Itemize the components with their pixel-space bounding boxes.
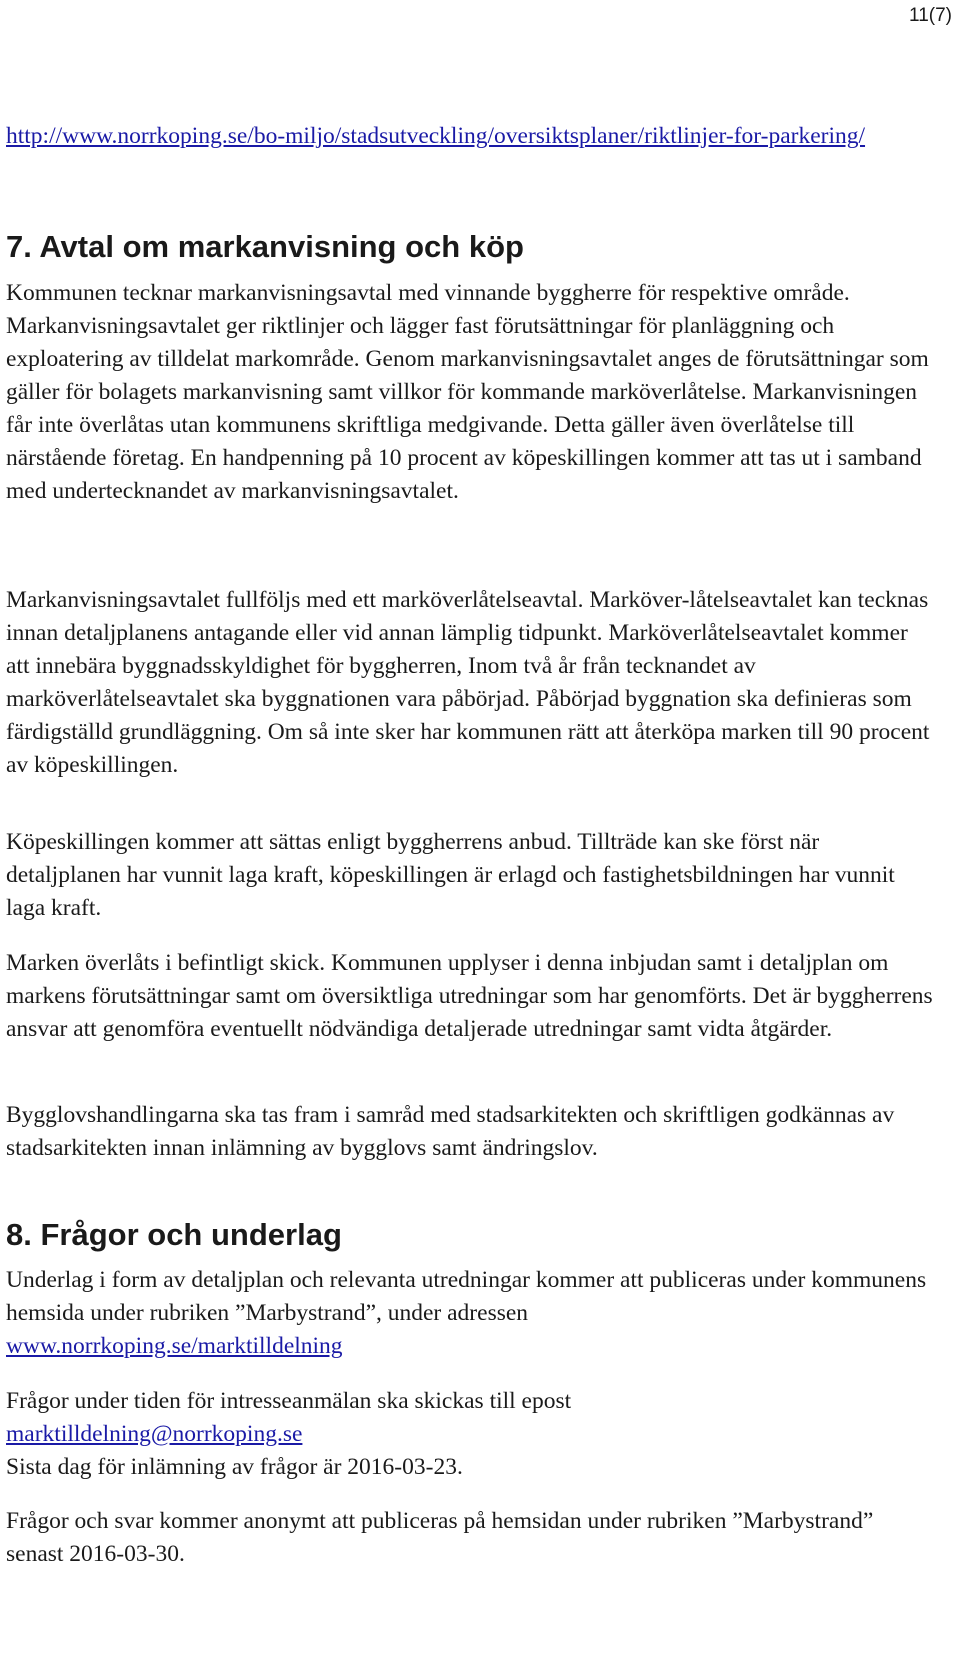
section-7-paragraph: Marken överlåts i befintligt skick. Kommunen upplyser i denna inbjudan samt i detaljplan om markens förutsättningar samt om översiktliga utredningar som har genomförts. Det är byggherrens ansvar att genomföra eventuellt nödvändiga detaljerade utredningar samt vidta åtgärder. [6, 950, 933, 1042]
answers-paragraph: Frågor och svar kommer anonymt att publiceras på hemsidan under rubriken ”Marbystrand” senast 2016-03-30. [6, 1508, 874, 1567]
questions-text: Frågor under tiden för intresseanmälan ska skickas till epost [6, 1388, 572, 1414]
section-7-paragraph: Markanvisningsavtalet fullföljs med ett marköverlåtelseavtal. Marköver-låtelseavtalet kan tecknas innan detaljplanens antagande eller vid annan lämplig tidpunkt. Marköverlåtelseavtalet kommer att innebära byggnadsskyldighet för byggherren, Inom två år från tecknandet av marköverlåtelseavtalet ska byggnationen vara påbörjad. Påbörjad byggnation ska definieras som färdigställd grundläggning. Om så inte sker har kommunen rätt att återköpa marken till 90 procent av köpeskillingen. [6, 587, 930, 778]
marktilldelning-link[interactable]: www.norrkoping.se/marktilldelning [6, 1333, 343, 1359]
page-number: 11(7) [909, 5, 952, 26]
parking-guidelines-link[interactable]: http://www.norrkoping.se/bo-miljo/stadsutveckling/oversiktsplaner/riktlinjer-for-parkering/ [6, 123, 866, 149]
section-7-heading: 7. Avtal om markanvisning och köp [6, 229, 524, 264]
section-7-paragraph: Bygglovshandlingarna ska tas fram i samråd med stadsarkitekten och skriftligen godkännas av stadsarkitekten innan inlämning av bygglovs samt ändringslov. [6, 1102, 895, 1161]
email-link[interactable]: marktilldelning@norrkoping.se [6, 1421, 303, 1447]
underlag-text: Underlag i form av detaljplan och relevanta utredningar kommer att publiceras under kommunens hemsida under rubriken ”Marbystrand”, under adressen [6, 1267, 927, 1326]
section-7-paragraph: Köpeskillingen kommer att sättas enligt byggherrens anbud. Tillträde kan ske först när detaljplanen har vunnit laga kraft, köpeskillingen är erlagd och fastighetsbildningen har vunnit laga kraft. [6, 829, 895, 921]
underlag-paragraph [6, 1264, 936, 1363]
deadline-text: Sista dag för inlämning av frågor är 2016-03-23. [6, 1454, 463, 1480]
questions-paragraph [6, 1385, 936, 1484]
section-7-paragraph: Kommunen tecknar markanvisningsavtal med vinnande byggherre för respektive område. Markanvisningsavtalet ger riktlinjer och lägger fast förutsättningar för planläggning och exploatering av tilldelat markområde. Genom markanvisningsavtalet anges de förutsättningar som gäller för bolagets markanvisning samt villkor för kommande marköverlåtelse. Markanvisningen får inte överlåtas utan kommunens skriftliga medgivande. Detta gäller även överlåtelse till närstående företag. En handpenning på 10 procent av köpeskillingen kommer att tas ut i samband med undertecknandet av markanvisningsavtalet. [6, 280, 929, 504]
section-8-heading: 8. Frågor och underlag [6, 1217, 342, 1252]
